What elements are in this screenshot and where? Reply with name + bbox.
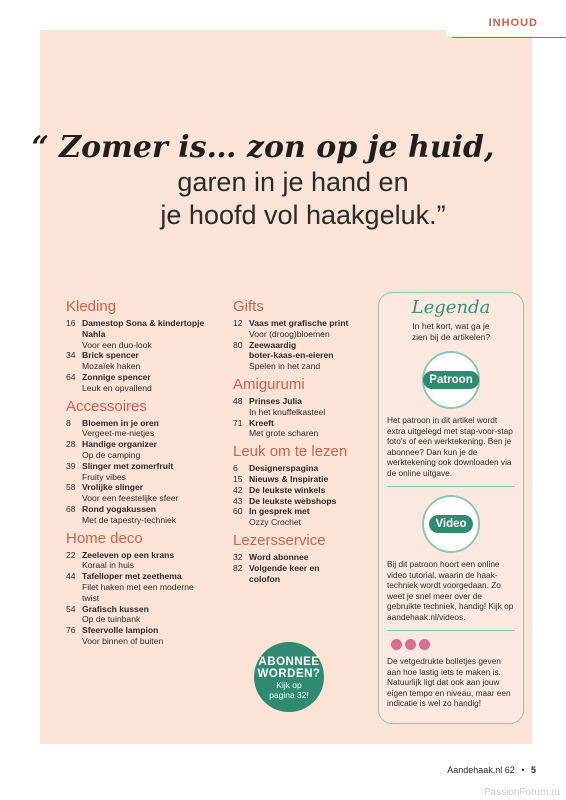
item-title: Vaas met grafische print <box>249 318 349 328</box>
page-number: 58 <box>66 482 76 493</box>
item-subtitle: Ozzy Crochet <box>249 517 302 528</box>
toc-item[interactable] <box>66 350 222 372</box>
toc-column-2 <box>233 298 371 584</box>
legend-intro-line: In het kort, wat ga je <box>412 321 490 331</box>
patroon-icon <box>422 351 480 409</box>
legend-divider <box>387 486 515 487</box>
page-number: 32 <box>233 551 243 562</box>
section-heading-lezersservice: Lezersservice <box>233 531 326 549</box>
toc-item[interactable] <box>233 463 371 474</box>
section-heading-lezen: Leuk om te lezen <box>233 443 348 461</box>
item-subtitle: Met de tapestry-techniek <box>82 514 177 525</box>
item-subtitle: In het knuffelkasteel <box>249 406 326 417</box>
toc-item[interactable] <box>233 418 371 440</box>
item-title: In gesprek met <box>249 506 310 517</box>
toc-item[interactable] <box>233 474 371 485</box>
section-heading-accessoires: Accessoires <box>66 397 147 415</box>
patroon-description: Het patroon in dit artikel wordt extra uitgelegd met stap-voor-stap foto's of een werktekening. Ben je abonnee? Dan kun je de werktekening ook downloaden via de online uitgave. <box>387 415 513 478</box>
toc-item[interactable] <box>233 485 371 496</box>
section-heading-amigurumi: Amigurumi <box>233 375 305 393</box>
item-title: Brick spencer <box>82 350 139 361</box>
legend-title: Legenda <box>411 297 491 318</box>
section-heading-homedeco: Home deco <box>66 529 143 547</box>
item-title: Zeewaardig <box>249 339 297 350</box>
item-subtitle: Op de tuinbank <box>82 614 141 625</box>
page-number: 28 <box>66 439 76 450</box>
item-title: Sfeervolle lampion <box>82 625 159 636</box>
page-number: 6 <box>233 463 238 474</box>
toc-item[interactable] <box>233 318 371 340</box>
item-subtitle: Koraal in huis <box>82 560 135 571</box>
toc-item[interactable] <box>66 504 222 526</box>
toc-item[interactable] <box>233 552 371 563</box>
item-title: Slinger met zomerfruit <box>82 460 174 471</box>
item-title: Handige organizer <box>82 439 157 450</box>
page-number: 71 <box>233 417 243 428</box>
item-title: boter-kaas-en-eieren <box>249 350 334 361</box>
legend-box <box>378 292 524 724</box>
section-label: INHOUD <box>488 17 538 29</box>
section-heading-kleding: Kleding <box>66 298 117 315</box>
item-title: De leukste webshops <box>249 495 337 506</box>
video-label: Video <box>429 515 472 533</box>
page-number: 82 <box>233 562 243 573</box>
page-number: 54 <box>66 603 76 614</box>
badge-line: Kijk op <box>276 680 302 690</box>
toc-item[interactable] <box>66 318 222 350</box>
item-title: Prinses Julia <box>249 395 303 406</box>
item-title: De leukste winkels <box>249 484 326 495</box>
difficulty-dot-icon <box>419 639 430 650</box>
toc-item[interactable] <box>66 571 222 603</box>
item-subtitle: Vergeet-me-nietjes <box>82 428 155 439</box>
page-number: 8 <box>66 417 71 428</box>
item-title: Vrolijke slinger <box>82 482 144 493</box>
video-description: Bij dit patroon hoort een online video tutorial, waarin de haak-techniek wordt voorgedaan. Zo weet je snel meer over de gebruikte techniek, handig! Kijk op aandehaak.nl/videos. <box>387 559 514 622</box>
toc-item[interactable] <box>66 550 222 572</box>
toc-item[interactable] <box>66 482 222 504</box>
toc-item[interactable] <box>66 625 222 647</box>
magazine-issue: Aandehaak.nl 62 <box>447 765 515 775</box>
page-number: 5 <box>530 765 536 775</box>
item-title: Word abonnee <box>249 551 309 562</box>
toc-item[interactable] <box>233 340 371 372</box>
page-number: 60 <box>233 506 243 517</box>
badge-line: pagina 32! <box>269 690 309 700</box>
page-number: 64 <box>66 371 76 382</box>
page-number: 16 <box>66 318 76 328</box>
item-subtitle: Mozaïek haken <box>82 361 141 372</box>
toc-item[interactable] <box>66 418 222 440</box>
legend-divider <box>387 630 515 631</box>
toc-item[interactable] <box>66 461 222 483</box>
badge-line: ABONNEE <box>258 656 320 668</box>
item-subtitle: twist <box>82 592 100 603</box>
toc-item[interactable] <box>66 439 222 461</box>
item-subtitle: Spelen in het zand <box>249 361 321 372</box>
difficulty-dots <box>379 639 523 650</box>
legend-intro <box>379 321 523 343</box>
page-number: 48 <box>233 395 243 406</box>
item-subtitle: Met grote scharen <box>249 428 319 439</box>
page-number: 43 <box>233 495 243 506</box>
legend-intro-line: zien bij de artikelen? <box>411 332 491 342</box>
page-number: 39 <box>66 460 76 471</box>
page-number: 42 <box>233 484 243 495</box>
item-subtitle: Filet haken met een moderne <box>82 581 194 592</box>
page-number: 12 <box>233 318 243 328</box>
difficulty-description: De vetgedrukte bolletjes geven aan hoe lastig iets te maken is. Natuurlijk ligt dat ook aan jouw eigen tempo en niveau, maar een indicatie is wel zo handig! <box>387 656 511 708</box>
item-title: Tafelloper met zeethema <box>82 571 182 582</box>
item-title: Zonnige spencer <box>82 371 151 382</box>
toc-item[interactable] <box>233 396 371 418</box>
item-subtitle: Op de camping <box>82 449 141 460</box>
page-number: 22 <box>66 549 76 560</box>
toc-item[interactable] <box>233 496 371 507</box>
item-title: Damestop Sona & kindertopje <box>82 318 205 328</box>
item-title: Rond yogakussen <box>82 503 157 514</box>
header-rule <box>452 37 566 38</box>
quote <box>0 130 566 231</box>
item-subtitle: Fruity vibes <box>82 471 126 482</box>
item-title: Nieuws & Inspiratie <box>249 473 329 484</box>
item-title: colofon <box>249 573 281 584</box>
item-subtitle: Voor binnen of buiten <box>82 635 164 646</box>
toc-item[interactable] <box>66 372 222 394</box>
item-title: Volgende keer en <box>249 562 320 573</box>
page-footer <box>447 765 536 775</box>
section-tag <box>446 14 566 36</box>
patroon-label: Patroon <box>423 371 478 389</box>
subscribe-badge[interactable] <box>254 642 324 712</box>
badge-line: WORDEN? <box>257 668 321 680</box>
item-title: Grafisch kussen <box>82 603 149 614</box>
item-title: Bloemen in je oren <box>82 417 159 428</box>
quote-line-2: garen in je hand en <box>177 167 409 197</box>
page-number: 34 <box>66 350 76 361</box>
watermark: PassionForum.ru <box>483 787 560 798</box>
toc-column-1 <box>66 298 222 647</box>
page-number: 76 <box>66 625 76 636</box>
page-number: 15 <box>233 473 243 484</box>
item-title: Kreeft <box>249 417 274 428</box>
toc-item[interactable] <box>233 506 371 528</box>
item-title: Zeeleven op een krans <box>82 549 175 560</box>
quote-line-3: je hoofd vol haakgeluk.” <box>160 200 446 230</box>
difficulty-dot-icon <box>405 639 416 650</box>
item-title: Nahla <box>82 328 106 339</box>
quote-line-1: “ Zomer is… zon op je huid, <box>31 130 495 165</box>
toc-item[interactable] <box>233 563 371 585</box>
item-subtitle: Leuk en opvallend <box>82 382 152 393</box>
toc-item[interactable] <box>66 604 222 626</box>
difficulty-dot-icon <box>391 639 402 650</box>
item-subtitle: Voor een duo-look <box>82 339 152 350</box>
item-subtitle: Voor een feestelijke sfeer <box>82 493 179 504</box>
page-number: 68 <box>66 503 76 514</box>
section-heading-gifts: Gifts <box>233 298 264 315</box>
item-title: Designerspagina <box>249 463 319 474</box>
page-number: 44 <box>66 571 76 582</box>
footer-bullet: • <box>521 765 525 775</box>
page-number: 80 <box>233 339 243 350</box>
video-icon <box>422 495 480 553</box>
item-subtitle: Voor (droog)bloemen <box>249 328 330 339</box>
